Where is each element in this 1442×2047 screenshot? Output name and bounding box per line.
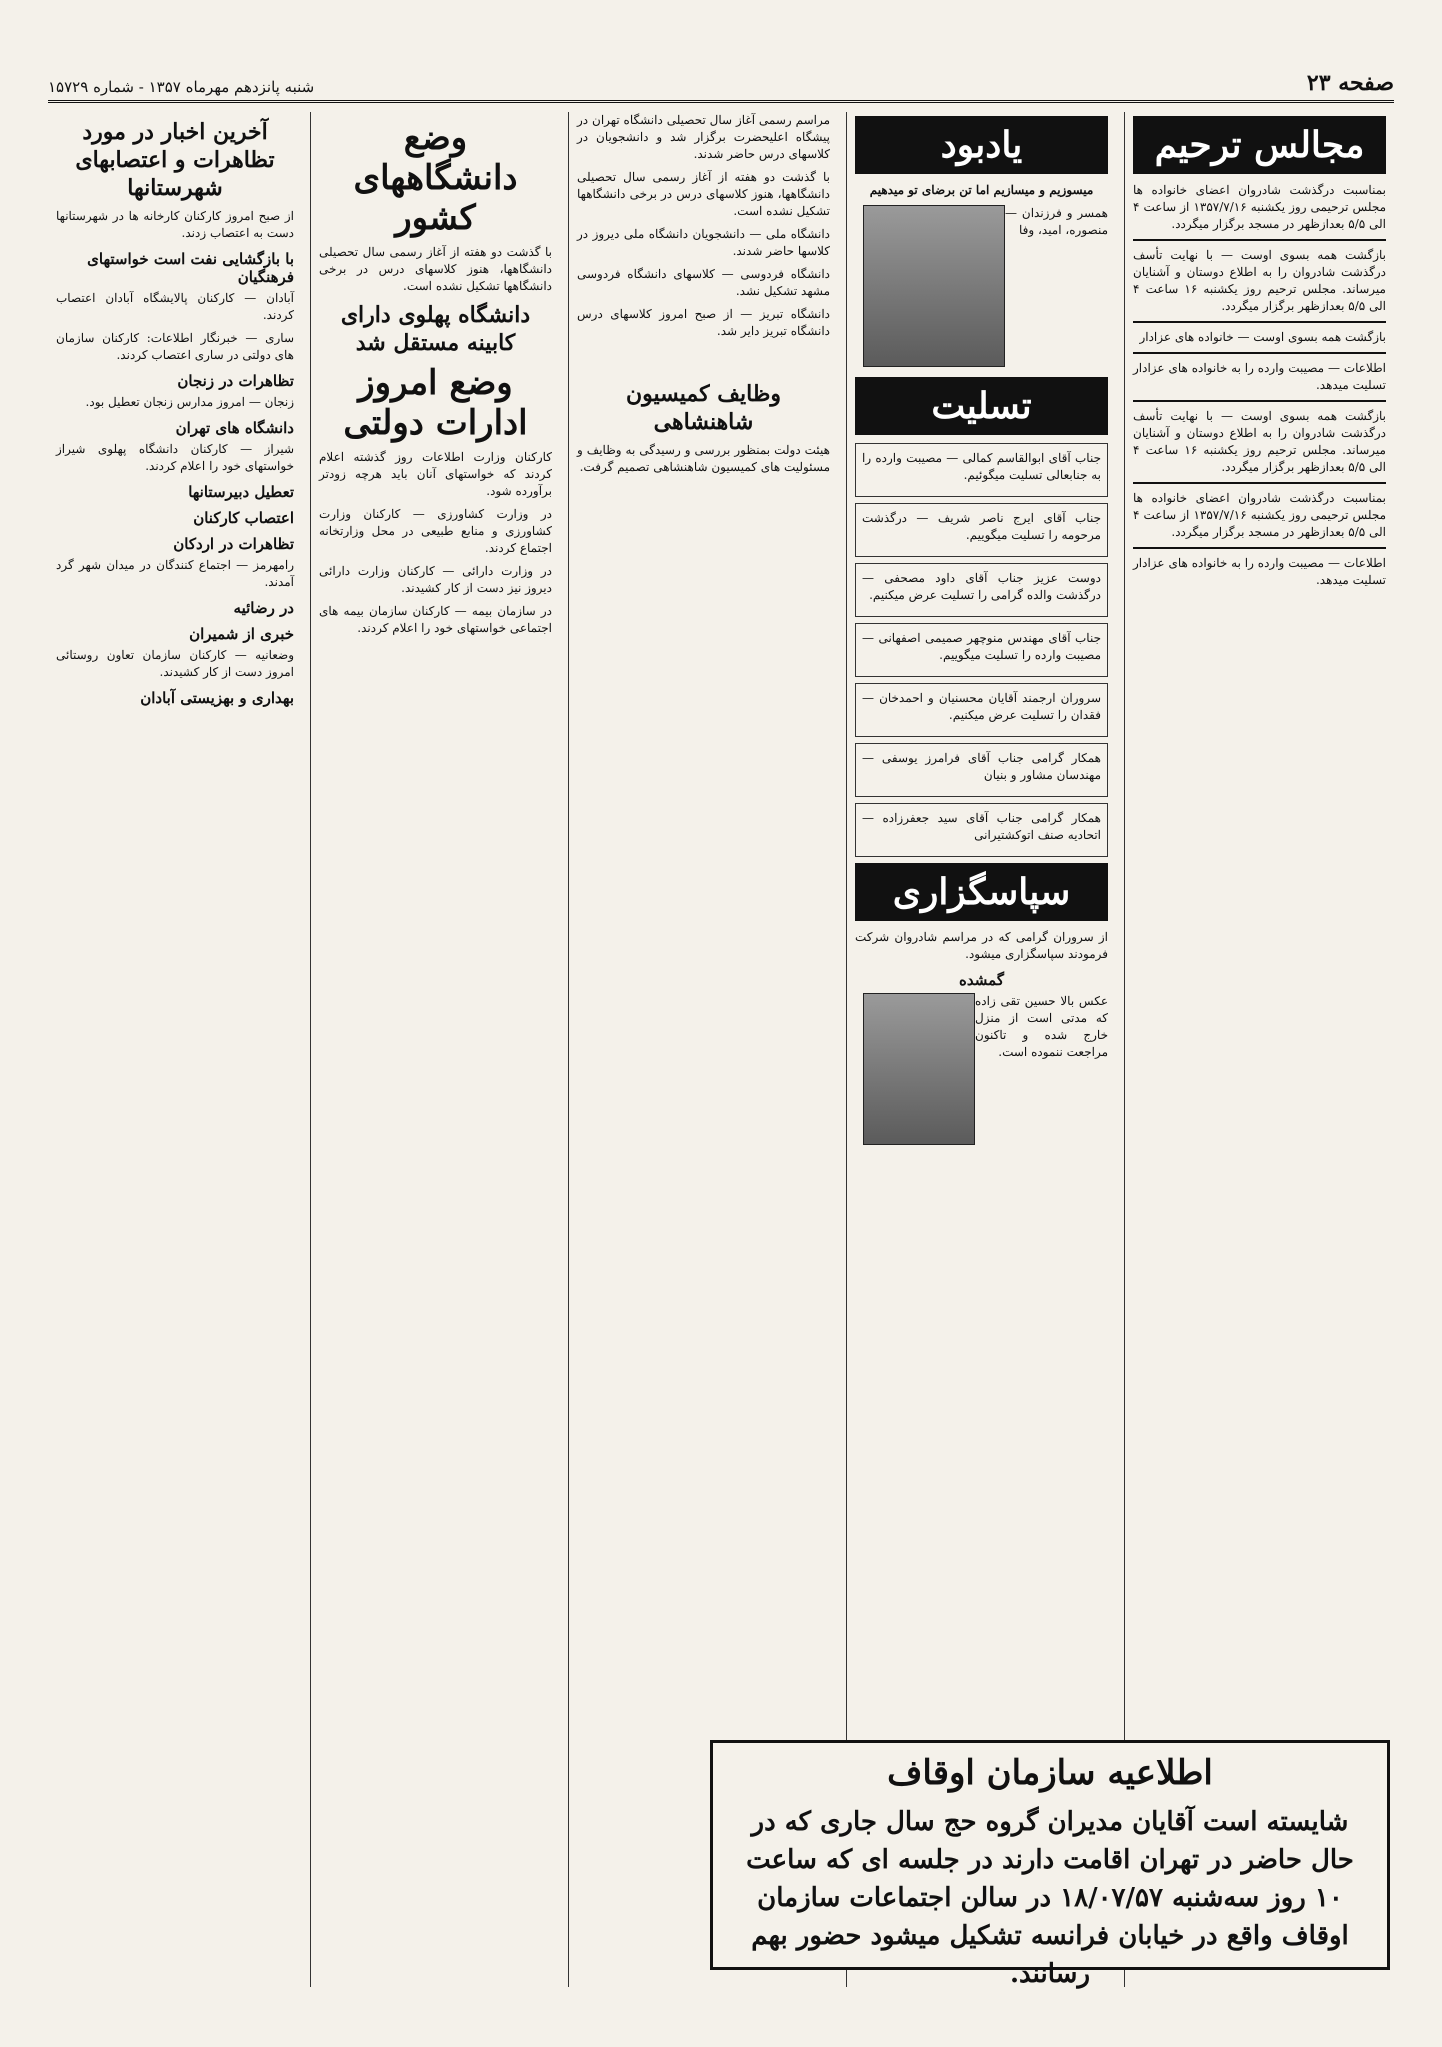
latest-news-paragraph: رامهرمز — اجتماع کنندگان در میدان شهر گرد آمدند.	[56, 558, 294, 589]
universities-paragraph: دانشگاه تبریز — از صبح امروز کلاسهای درس دانشگاه تبریز دایر شد.	[577, 307, 830, 338]
memorial-subtitle: میسوزیم و میسازیم اما تن برضای تو میدهیم	[869, 183, 1094, 197]
section-heading: در رضائیه	[233, 599, 294, 617]
memorial-photo	[863, 205, 1005, 367]
obituary-item: بمناسبت درگذشت شادروان اعضای خانواده ها مجلس ترحیمی روز یکشنبه ۱۳۵۷/۷/۱۶ از ساعت ۴ الی ۵/۵ بعدازظهر در مسجد برگزار میگردد.	[1133, 491, 1387, 539]
latest-news-paragraph: شیراز — کارکنان دانشگاه پهلوی شیراز خواستهای خود را اعلام کردند.	[56, 442, 294, 473]
government-paragraph: در سازمان بیمه — کارکنان سازمان بیمه های اجتماعی خواستهای خود را اعلام کردند.	[319, 604, 552, 635]
center-column	[310, 112, 560, 1987]
obituary-item: بازگشت همه بسوی اوست — خانواده های عزادار	[1139, 330, 1386, 344]
universities-paragraph: دانشگاه فردوسی — کلاسهای دانشگاه فردوسی مشهد تشکیل نشد.	[577, 267, 830, 298]
universities-paragraph: با گذشت دو هفته از آغاز رسمی سال تحصیلی دانشگاهها، هنوز کلاسهای درس در برخی دانشگاهها تشکیل نشده است.	[319, 245, 552, 293]
section-heading: بهداری و بهزیستی آبادان	[140, 689, 294, 707]
obituaries-header: مجالس ترحیم	[1133, 116, 1386, 174]
section-heading: با بازگشایی نفت است خواستهای فرهنگیان	[87, 250, 294, 286]
notices-column	[846, 112, 1116, 1987]
universities-column	[568, 112, 838, 1987]
section-heading: تظاهرات در زنجان	[177, 372, 294, 390]
condolence-header: تسلیت	[855, 377, 1108, 435]
obituaries-column	[1124, 112, 1394, 1987]
condolence-notice: همکار گرامی جناب آقای فرامرز یوسفی — مهندسان مشاور و بنیان	[855, 743, 1108, 797]
masthead	[48, 66, 1394, 103]
condolence-notice: جناب آقای مهندس منوچهر صمیمی اصفهانی — مصیبت وارده را تسلیت میگوییم.	[855, 623, 1108, 677]
government-paragraph: در وزارت کشاورزی — کارکنان وزارت کشاورزی و منابع طبیعی در محل وزارتخانه اجتماع کردند.	[319, 507, 552, 555]
obituary-item: بازگشت همه بسوی اوست — با نهایت تأسف درگذشت شادروان را به اطلاع دوستان و آشنایان میرساند. مجلس ترحیم روز یکشنبه ۱۶ ساعت ۴ الی ۵/۵ بعدازظهر برگزار میگردد.	[1133, 409, 1386, 474]
universities-paragraph: دانشگاه ملی — دانشجویان دانشگاه ملی دیروز در کلاسها حاضر شدند.	[577, 227, 830, 258]
latest-news-headline: آخرین اخبار در مورد تظاهرات و اعتصابهای شهرستانها	[75, 119, 275, 201]
latest-news-column	[48, 112, 302, 1987]
section-heading: اعتصاب کارکنان	[193, 509, 294, 527]
imperial-commission-headline: وظایف کمیسیون شاهنشاهی	[625, 381, 781, 435]
condolence-notice: دوست عزیز جناب آقای داود مصحفی — درگذشت والده گرامی را تسلیت عرض میکنیم.	[855, 563, 1108, 617]
condolence-notice: جناب آقای ابوالقاسم کمالی — مصیبت وارده را به جنابعالی تسلیت میگوئیم.	[855, 443, 1108, 497]
pahlavi-university-headline: دانشگاه پهلوی دارای کابینه مستقل شد	[340, 302, 531, 356]
latest-news-paragraph: وضعانیه — کارکنان سازمان تعاون روستائی امروز دست از کار کشیدند.	[56, 648, 294, 679]
section-heading: دانشگاه های تهران	[175, 419, 294, 437]
lost-header: گمشده	[959, 971, 1004, 989]
lost-person-photo	[863, 993, 975, 1145]
section-heading: تظاهرات در اردکان	[173, 535, 294, 553]
obituary-item: اطلاعات — مصیبت وارده را به خانواده های عزادار تسلیت میدهد.	[1133, 361, 1386, 392]
condolence-notice: سروران ارجمند آقایان محسنیان و احمدخان — فقدان را تسلیت عرض میکنیم.	[855, 683, 1108, 737]
memorial-caption: همسر و فرزندان — منصوره، امید، وفا	[1005, 206, 1108, 237]
condolence-notice: جناب آقای ایرج ناصر شریف — درگذشت مرحومه را تسلیت میگوییم.	[855, 503, 1108, 557]
awqaf-notice-body: شایسته است آقایان مدیران گروه حج سال جاری که در حال حاضر در تهران اقامت دارند در جلسه ای که ساعت ۱۰ روز سه‌شنبه ۱۸/۰۷/۵۷ در سالن اجتماعات سازمان اوقاف واقع در خیابان فرانسه تشکیل میشود حضور بهم رسانند.	[746, 1807, 1354, 1989]
latest-news-paragraph: از صبح امروز کارکنان کارخانه ها در شهرستانها دست به اعتصاب زدند.	[56, 209, 294, 240]
latest-news-paragraph: آبادان — کارکنان پالایشگاه آبادان اعتصاب کردند.	[56, 291, 294, 322]
dateline: شنبه پانزدهم مهرماه ۱۳۵۷ - شماره ۱۵۷۲۹	[48, 78, 315, 96]
obituary-item: اطلاعات — مصیبت وارده را به خانواده های عزادار تسلیت میدهد.	[1133, 556, 1386, 587]
imperial-commission-text: هیئت دولت بمنظور بررسی و رسیدگی به وظایف و مسئولیت های کمیسیون شاهنشاهی تصمیم گرفت.	[577, 443, 830, 474]
latest-news-paragraph: زنجان — امروز مدارس زنجان تعطیل بود.	[85, 395, 294, 409]
obituary-item: بازگشت همه بسوی اوست — با نهایت تأسف درگذشت شادروان را به اطلاع دوستان و آشنایان میرساند. مجلس ترحیم روز یکشنبه ۱۶ ساعت ۴ الی ۵/۵ بعدازظهر برگزار میگردد.	[1133, 248, 1386, 313]
lost-text: عکس بالا حسین تقی زاده که مدتی است از منزل خارج شده و تاکنون مراجعت ننموده است.	[975, 994, 1108, 1059]
awqaf-notice	[710, 1740, 1390, 1989]
universities-paragraph: با گذشت دو هفته از آغاز رسمی سال تحصیلی دانشگاهها، هنوز کلاسهای درس در برخی دانشگاهها تشکیل نشده است.	[577, 170, 830, 218]
section-heading: تعطیل دبیرستانها	[188, 483, 294, 501]
latest-news-paragraph: ساری — خبرنگار اطلاعات: کارکنان سازمان های دولتی در ساری اعتصاب کردند.	[56, 331, 294, 362]
government-offices-headline: وضع امروز ادارات دولتی	[343, 363, 528, 443]
obituary-item: بمناسبت درگذشت شادروان اعضای خانواده ها مجلس ترحیمی روز یکشنبه ۱۳۵۷/۷/۱۶ از ساعت ۴ الی ۵/۵ بعدازظهر در مسجد برگزار میگردد.	[1133, 183, 1387, 231]
universities-paragraph: مراسم رسمی آغاز سال تحصیلی دانشگاه تهران در پیشگاه اعلیحضرت برگزار شد و دانشجویان در کلاسهای درس حاضر شدند.	[577, 113, 830, 161]
condolence-notice: همکار گرامی جناب آقای سید جعفرزاده — اتحادیه صنف اتوکشتیرانی	[855, 803, 1108, 857]
universities-headline: وضع دانشگاههای کشور	[353, 118, 518, 238]
government-paragraph: در وزارت دارائی — کارکنان وزارت دارائی دیروز نیز دست از کار کشیدند.	[319, 564, 552, 595]
awqaf-notice-title: اطلاعیه سازمان اوقاف	[887, 1753, 1213, 1793]
government-paragraph: کارکنان وزارت اطلاعات روز گذشته اعلام کردند که خواستهای آنان باید هرچه زودتر برآورده شود.	[319, 450, 552, 498]
thanks-text: از سروران گرامی که در مراسم شادروان شرکت فرمودند سپاسگزاری میشود.	[855, 930, 1108, 961]
memorial-header: یادبود	[855, 116, 1108, 174]
page-number: صفحه ۲۳	[1306, 70, 1394, 96]
section-heading: خبری از شمیران	[189, 625, 294, 643]
thanks-header: سپاسگزاری	[855, 863, 1108, 921]
